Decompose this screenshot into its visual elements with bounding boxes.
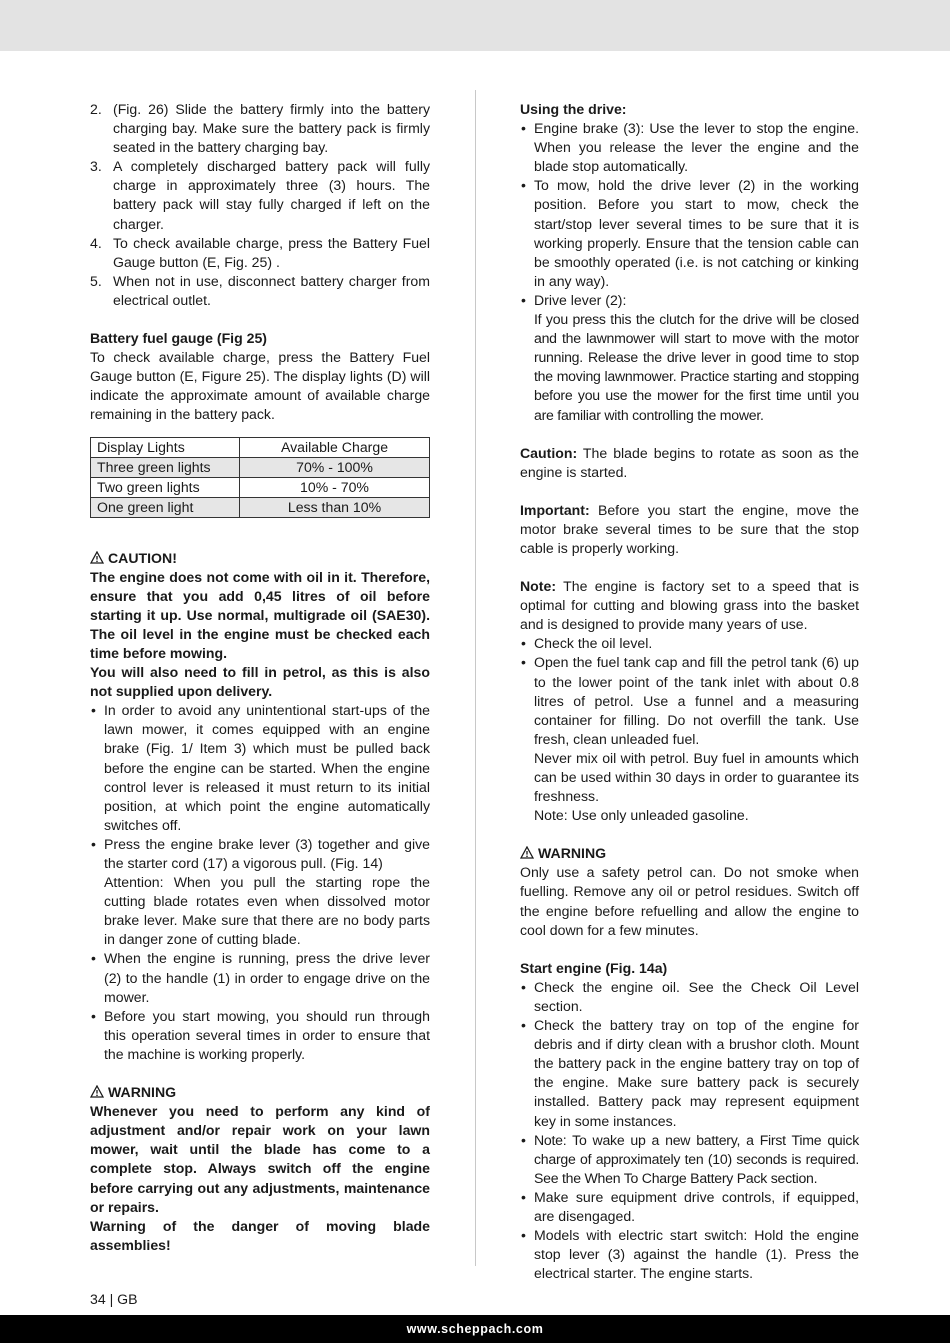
list-item: • Make sure equipment drive controls, if equipped, are disengaged. <box>520 1188 859 1226</box>
drive-bullets <box>520 119 859 425</box>
left-column <box>90 100 430 1255</box>
warning-triangle-icon <box>90 1085 104 1098</box>
warning-text-2: Warning of the danger of moving blade assemblies! <box>90 1217 430 1253</box>
list-item: • Press the engine brake lever (3) together and give the starter cord (17) a vigorous pull. (Fig. 14) Attention: When you pull the starting rope the cutting blade rotates even when dissolved motor brake lever. Make sure that there are no body parts in danger zone of cutting blade. <box>90 835 430 950</box>
list-item: 3. A completely discharged battery pack will fully charge in approximately three (3) hours. The battery pack will stay fully charged if left on the charger. <box>90 158 430 232</box>
fuel-warning-text: Only use a safety petrol can. Do not smoke when fuelling. Remove any oil or petrol residues. Switch off the engine before refuelling and allow the engine to cool down for a few minutes. <box>520 864 859 938</box>
start-heading: Start engine (Fig. 14a) <box>520 959 668 976</box>
list-item: • Note: To wake up a new battery, a First Time quick charge of approximately ten (10) seconds is required. See the When To Charge Battery Pack section. <box>520 1131 859 1188</box>
fuel-warning-heading: WARNING <box>520 844 859 863</box>
column-divider <box>475 90 476 1266</box>
list-item: • Check the oil level. <box>520 634 859 653</box>
gauge-text: To check available charge, press the Battery Fuel Gauge button (E, Figure 25). The display lights (D) will indicate the approximate amount of available charge remaining in the battery pack. <box>90 349 430 423</box>
table-cell: Two green lights <box>91 477 240 497</box>
list-item: • In order to avoid any unintentional start-ups of the lawn mower, it comes equipped with an engine brake (Fig. 1/ Item 3) which must be pulled back before the engine can be started. When the engine control lever is released it must return to its initial position, at which point the engine automatically switches off. <box>90 701 430 835</box>
start-bullets <box>520 978 859 1284</box>
warning-triangle-icon <box>520 846 534 859</box>
page-number: 34 | GB <box>90 1291 138 1307</box>
warning-heading: WARNING <box>90 1083 430 1102</box>
table-cell: Less than 10% <box>240 497 430 517</box>
table-row <box>91 477 430 497</box>
caution-note: Caution: The blade begins to rotate as soon as the engine is started. <box>520 444 859 480</box>
website-link[interactable]: www.scheppach.com <box>406 1322 544 1336</box>
list-item: • Before you start mowing, you should run through this operation several times in order to ensure that the machine is working properly. <box>90 1007 430 1064</box>
table-cell: One green light <box>91 497 240 517</box>
table-row <box>91 497 430 517</box>
caution-text-2: You will also need to fill in petrol, as this is also not supplied upon delivery. <box>90 664 430 700</box>
important-note: Important: Before you start the engine, move the motor brake several times to be sure that the stop cable is properly working. <box>520 501 859 556</box>
header-band <box>0 0 950 51</box>
right-column <box>520 100 859 1283</box>
drive-heading: Using the drive: <box>520 101 627 117</box>
warning-text: Whenever you need to perform any kind of adjustment and/or repair work on your lawn mower, wait until the blade has come to a complete stop. Always switch off the engine before carrying out any adjustments, maintenance or repairs. <box>90 1103 430 1215</box>
list-item: • Models with electric start switch: Hold the engine stop lever (3) against the handle (1). Press the electrical starter. The engine starts. <box>520 1226 859 1283</box>
caution-bullets <box>90 701 430 1064</box>
gauge-heading: Battery fuel gauge (Fig 25) <box>90 330 267 347</box>
speed-note: Note: The engine is factory set to a speed that is optimal for cutting and blowing grass into the basket and is designed to provide many years of use. <box>520 578 859 633</box>
table-row <box>91 457 430 477</box>
caution-heading: CAUTION! <box>90 549 430 568</box>
fuel-bullets <box>520 634 859 825</box>
list-item: 5. When not in use, disconnect battery charger from electrical outlet. <box>90 272 430 308</box>
table-header-row <box>91 437 430 457</box>
table-cell: 10% - 70% <box>240 477 430 497</box>
list-item: • Engine brake (3): Use the lever to stop the engine. When you release the lever the engine and the blade stop automatically. <box>520 119 859 176</box>
caution-text: The engine does not come with oil in it. Therefore, ensure that you add 0,45 litres of oil before starting it up. Use normal, multigrade oil (SAE30). The oil level in the engine must be checked each time before mowing. <box>90 568 430 661</box>
list-item: • Check the engine oil. See the Check Oil Level section. <box>520 978 859 1016</box>
footer-band <box>0 1315 950 1343</box>
list-item: • Open the fuel tank cap and fill the petrol tank (6) up to the lower point of the tank inlet with about 0.8 litres of petrol. Use a funnel and a measuring container for filling. Do not overfill the tank. Use fresh, clean unleaded fuel. Never mix oil with petrol. Buy fuel in amounts which can be used within 30 days in order to guarantee its freshness. Note: Use only unleaded gasoline. <box>520 653 859 825</box>
list-item: • When the engine is running, press the drive lever (2) to the handle (1) in order to engage drive on the mower. <box>90 949 430 1006</box>
charge-table <box>90 437 430 518</box>
list-item: • Drive lever (2): If you press this the clutch for the drive will be closed and the lawnmower will start to move with the motor running. Release the drive lever in good time to stop the moving lawnmower. Practice starting and stopping before you use the mower for the first time until you are familiar with controlling the mower. <box>520 291 859 425</box>
list-item: • To mow, hold the drive lever (2) in the working position. Before you start to mow, check the start/stop lever several times to be sure that it is working properly. Ensure that the tension cable can be smoothly operated (i.e. is not catching or kinking in any way). <box>520 176 859 291</box>
table-cell: 70% - 100% <box>240 457 430 477</box>
charging-steps <box>90 100 430 310</box>
table-cell: Three green lights <box>91 457 240 477</box>
table-header-cell: Available Charge <box>240 437 430 457</box>
list-item: • Check the battery tray on top of the engine for debris and if dirty clean with a brushor cloth. Mount the battery pack in the engine battery tray on top of the engine. Make sure battery pack is securely installed. Battery pack may represent equipment key in some instances. <box>520 1016 859 1131</box>
list-item: 4. To check available charge, press the Battery Fuel Gauge button (E, Fig. 25) . <box>90 234 430 270</box>
list-item: 2. (Fig. 26) Slide the battery firmly into the battery charging bay. Make sure the battery pack is firmly seated in the battery charging bay. <box>90 101 430 156</box>
table-header-cell: Display Lights <box>91 437 240 457</box>
warning-triangle-icon <box>90 551 104 564</box>
